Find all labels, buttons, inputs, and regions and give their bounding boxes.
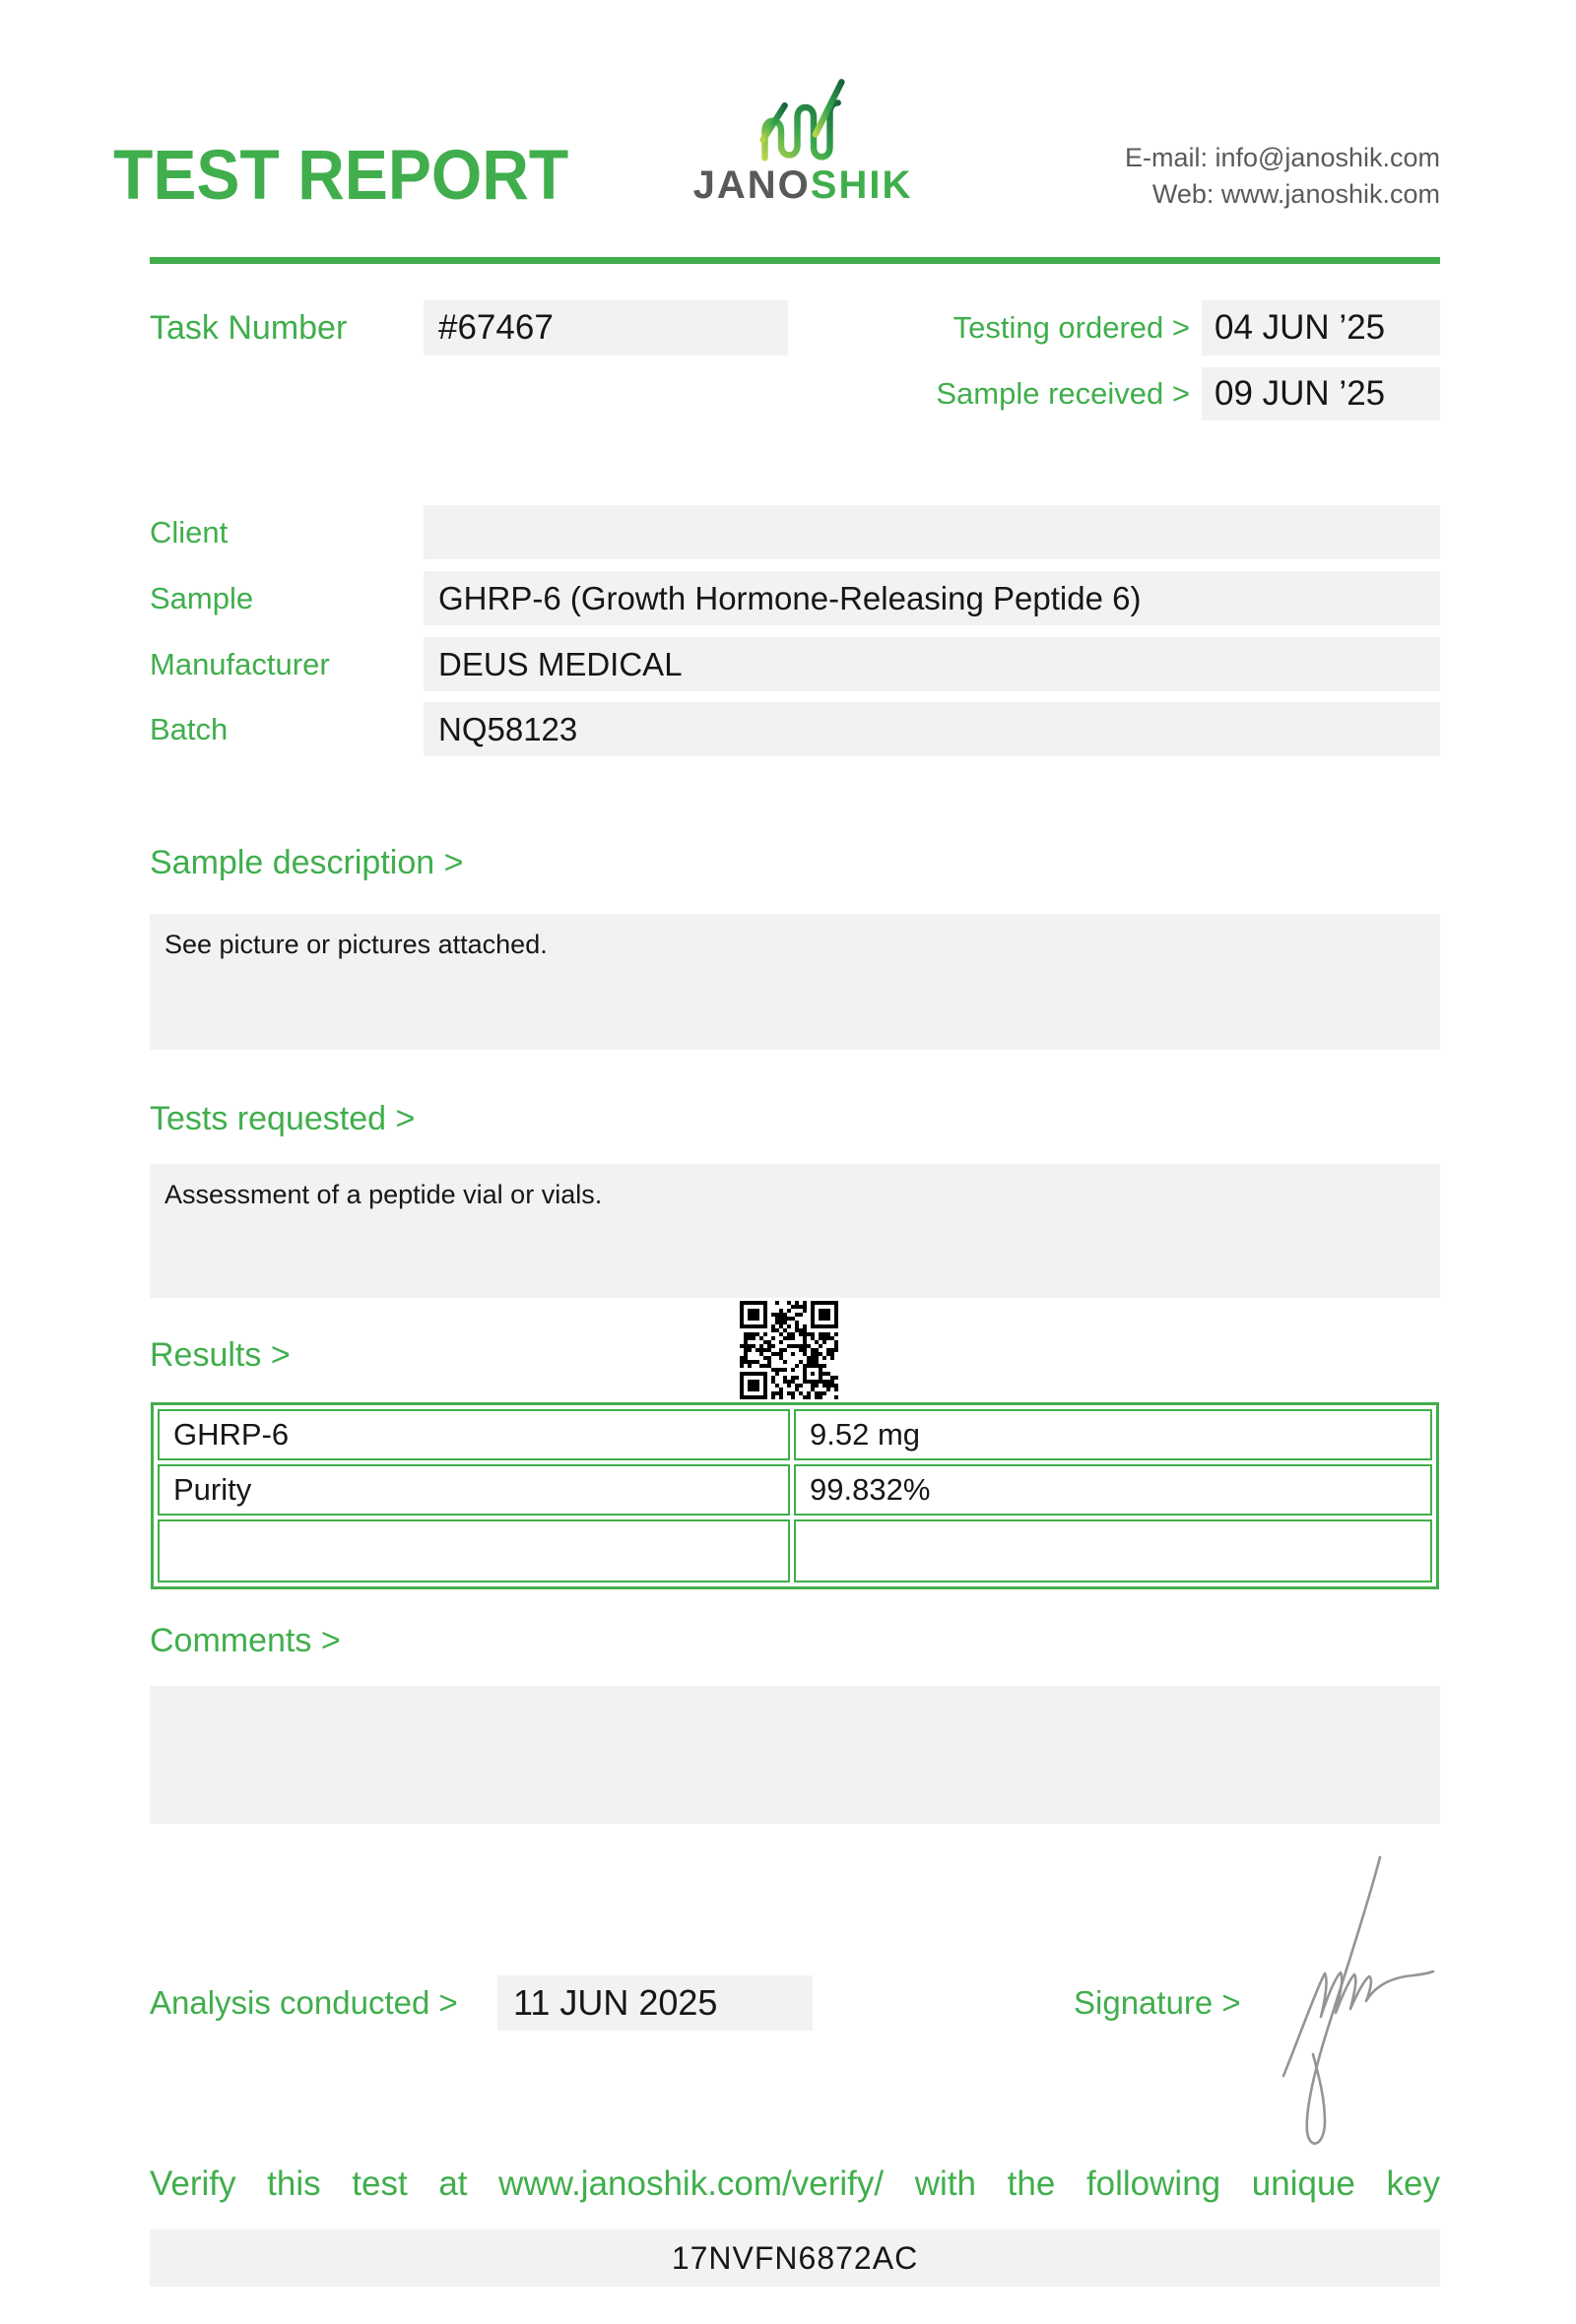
analysis-conducted-value: 11 JUN 2025 (497, 1975, 813, 2031)
contact-web: Web: www.janoshik.com (1151, 179, 1440, 209)
logo-jano: JANO (692, 163, 811, 207)
results-heading: Results > (150, 1336, 291, 1374)
client-label: Client (150, 515, 229, 549)
logo-wordmark (680, 163, 926, 208)
task-number-value: #67467 (424, 300, 788, 355)
signature-label: Signature > (1074, 1984, 1241, 2021)
verify-key: 17NVFN6872AC (150, 2229, 1440, 2287)
sample-received-value: 09 JUN ’25 (1202, 367, 1440, 420)
result-analyte-cell (158, 1519, 790, 1582)
task-number-label: Task Number (150, 309, 348, 347)
analysis-conducted-label: Analysis conducted > (150, 1984, 458, 2021)
manufacturer-label: Manufacturer (150, 647, 330, 681)
testing-ordered-value: 04 JUN ’25 (1202, 300, 1440, 355)
results-table (151, 1402, 1439, 1589)
contact-email: E-mail: info@janoshik.com (1124, 143, 1440, 172)
result-value-cell (794, 1519, 1432, 1582)
table-row (158, 1519, 1432, 1582)
logo-shik: SHIK (810, 163, 913, 207)
verify-instruction: Verify this test at www.janoshik.com/verify/ with the following unique key (150, 2164, 1440, 2203)
client-value (424, 505, 1440, 559)
table-row (158, 1409, 1432, 1460)
janoshik-logo (680, 75, 926, 208)
page-title: TEST REPORT (113, 137, 569, 215)
tests-requested-heading: Tests requested > (150, 1100, 416, 1137)
sample-label: Sample (150, 581, 254, 615)
result-analyte-cell: Purity (158, 1464, 790, 1516)
contact-block (1125, 140, 1440, 213)
comments-heading: Comments > (150, 1622, 341, 1659)
result-analyte-cell: GHRP-6 (158, 1409, 790, 1460)
batch-value: NQ58123 (424, 702, 1440, 756)
manufacturer-value: DEUS MEDICAL (424, 637, 1440, 691)
signature-scribble (1276, 1849, 1453, 2160)
logo-chart-icon (757, 75, 848, 161)
sample-value: GHRP-6 (Growth Hormone-Releasing Peptide 6) (424, 571, 1440, 625)
sample-description-heading: Sample description > (150, 844, 464, 881)
result-value-cell: 9.52 mg (794, 1409, 1432, 1460)
qr-code (737, 1298, 841, 1402)
testing-ordered-label: Testing ordered > (952, 310, 1190, 345)
batch-label: Batch (150, 712, 229, 746)
result-value-cell: 99.832% (794, 1464, 1432, 1516)
tests-requested-box: Assessment of a peptide vial or vials. (150, 1164, 1440, 1298)
sample-received-label: Sample received > (936, 376, 1190, 411)
comments-box (150, 1686, 1440, 1824)
table-row (158, 1464, 1432, 1516)
sample-description-box: See picture or pictures attached. (150, 914, 1440, 1050)
header-divider (150, 257, 1440, 264)
